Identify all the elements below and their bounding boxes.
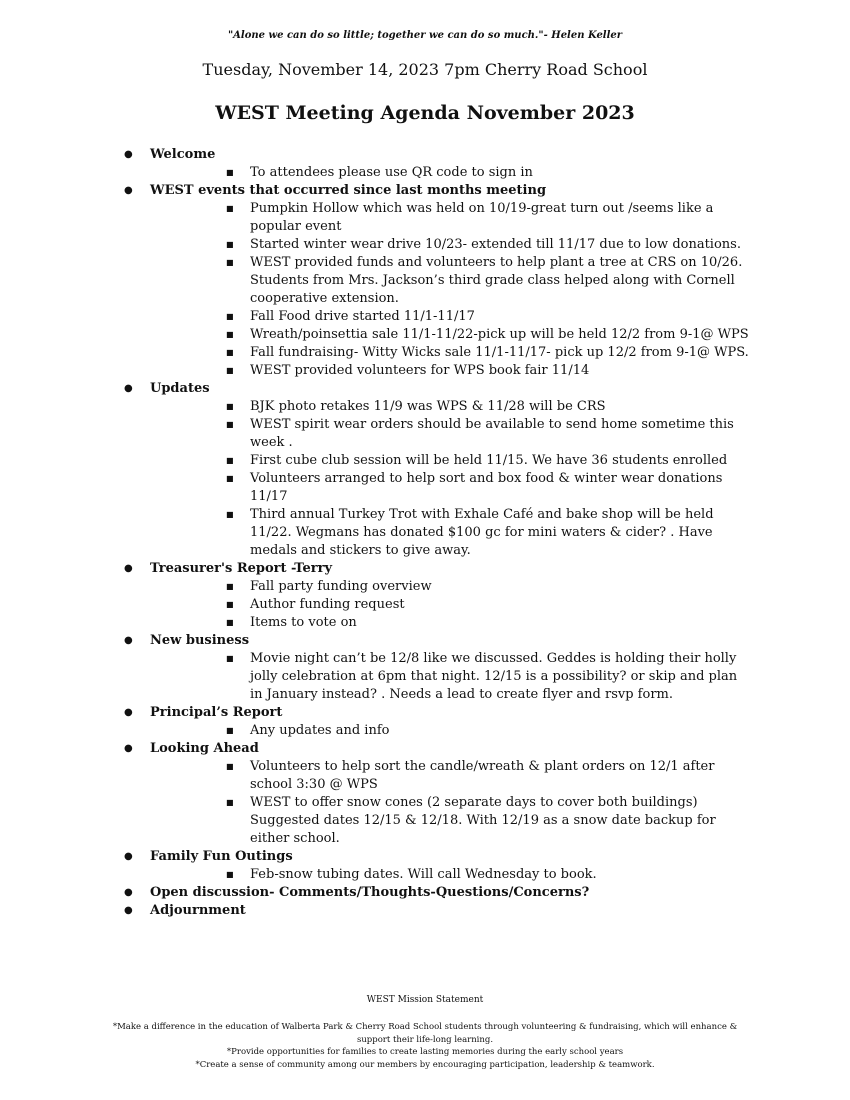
- agenda-section: [0, 704, 850, 740]
- bullet-square-icon: ■: [226, 348, 234, 357]
- list-item-text: Third annual Turkey Trot with Exhale Café and bake shop will be held 11/22. Wegmans has donated $100 gc for mini waters & cider? . Have medals and stickers to give away.: [250, 507, 714, 558]
- section-items: [0, 722, 850, 740]
- agenda-section: [0, 182, 850, 380]
- section-heading: [0, 146, 850, 164]
- bullet-square-icon: ■: [226, 510, 234, 519]
- bullet-dot-icon: ●: [124, 185, 133, 196]
- agenda-section: [0, 740, 850, 848]
- list-item-text: Volunteers to help sort the candle/wreath & plant orders on 12/1 after school 3:30 @ WPS: [250, 759, 715, 792]
- list-item: [0, 308, 750, 326]
- list-item-text: WEST provided funds and volunteers to help plant a tree at CRS on 10/26. Students from Mrs. Jackson’s third grade class helped along with Cornell cooperative extension.: [250, 255, 743, 306]
- section-heading: [0, 848, 850, 866]
- list-item: [0, 344, 750, 362]
- section-heading-text: Welcome: [150, 147, 216, 162]
- header-quote: "Alone we can do so little; together we can do so much."- Helen Keller: [227, 30, 623, 41]
- list-item: [0, 164, 750, 182]
- section-items: [0, 866, 850, 884]
- mission-line: *Create a sense of community among our members by encouraging participation, leadership & teamwork.: [195, 1059, 655, 1070]
- bullet-square-icon: ■: [226, 654, 234, 663]
- bullet-square-icon: ■: [226, 204, 234, 213]
- list-item: [0, 326, 750, 344]
- section-heading-text: Adjournment: [150, 903, 246, 918]
- bullet-square-icon: ■: [226, 366, 234, 375]
- agenda-section: [0, 848, 850, 884]
- list-item-text: Fall Food drive started 11/1-11/17: [250, 309, 475, 324]
- list-item-text: Author funding request: [250, 597, 405, 612]
- bullet-square-icon: ■: [226, 240, 234, 249]
- bullet-square-icon: ■: [226, 600, 234, 609]
- bullet-square-icon: ■: [226, 402, 234, 411]
- bullet-square-icon: ■: [226, 420, 234, 429]
- bullet-square-icon: ■: [226, 870, 234, 879]
- agenda-section: [0, 380, 850, 560]
- section-heading: [0, 560, 850, 578]
- section-heading-text: WEST events that occurred since last months meeting: [150, 183, 547, 198]
- list-item: [0, 794, 750, 848]
- list-item-text: Wreath/poinsettia sale 11/1-11/22-pick up will be held 12/2 from 9-1@ WPS: [250, 327, 749, 342]
- section-heading: [0, 884, 850, 902]
- list-item: [0, 470, 750, 506]
- list-item-text: WEST spirit wear orders should be available to send home sometime this week .: [250, 417, 734, 450]
- bullet-square-icon: ■: [226, 582, 234, 591]
- mission-statement: [100, 1021, 750, 1071]
- section-heading-text: Treasurer's Report -Terry: [150, 561, 332, 576]
- bullet-dot-icon: ●: [124, 707, 133, 718]
- section-heading-text: Open discussion- Comments/Thoughts-Questions/Concerns?: [150, 885, 590, 900]
- list-item: [0, 596, 750, 614]
- list-item: [0, 722, 750, 740]
- section-heading-text: Family Fun Outings: [150, 849, 293, 864]
- mission-line: *Provide opportunities for families to create lasting memories during the early school years: [226, 1047, 624, 1057]
- bullet-dot-icon: ●: [124, 563, 133, 574]
- list-item-text: BJK photo retakes 11/9 was WPS & 11/28 will be CRS: [250, 399, 606, 414]
- list-item: [0, 452, 750, 470]
- list-item: [0, 200, 750, 236]
- bullet-dot-icon: ●: [124, 383, 133, 394]
- mission-line: *Make a difference in the education of Walberta Park & Cherry Road School students through volunteering & fundraising, which will enhance & support their life-long learning.: [112, 1022, 738, 1045]
- list-item: [0, 236, 750, 254]
- section-items: [0, 200, 850, 380]
- bullet-square-icon: ■: [226, 726, 234, 735]
- bullet-dot-icon: ●: [124, 635, 133, 646]
- list-item-text: WEST provided volunteers for WPS book fair 11/14: [250, 363, 590, 378]
- bullet-dot-icon: ●: [124, 905, 133, 916]
- bullet-dot-icon: ●: [124, 149, 133, 160]
- list-item-text: First cube club session will be held 11/15. We have 36 students enrolled: [250, 453, 728, 468]
- list-item-text: Fall party funding overview: [250, 579, 432, 594]
- list-item: [0, 866, 750, 884]
- list-item-text: Fall fundraising- Witty Wicks sale 11/1-11/17- pick up 12/2 from 9-1@ WPS.: [250, 345, 749, 360]
- section-items: [0, 650, 850, 704]
- list-item: [0, 362, 750, 380]
- agenda-section: [0, 902, 850, 920]
- section-heading: [0, 380, 850, 398]
- bullet-square-icon: ■: [226, 312, 234, 321]
- section-heading: [0, 704, 850, 722]
- list-item: [0, 758, 750, 794]
- bullet-square-icon: ■: [226, 456, 234, 465]
- bullet-square-icon: ■: [226, 474, 234, 483]
- list-item-text: Started winter wear drive 10/23- extended till 11/17 due to low donations.: [250, 237, 741, 252]
- bullet-square-icon: ■: [226, 618, 234, 627]
- bullet-square-icon: ■: [226, 330, 234, 339]
- list-item: [0, 578, 750, 596]
- list-item-text: Pumpkin Hollow which was held on 10/19-great turn out /seems like a popular event: [250, 201, 714, 234]
- agenda-section: [0, 632, 850, 704]
- list-item: [0, 416, 750, 452]
- list-item-text: Feb-snow tubing dates. Will call Wednesday to book.: [250, 867, 597, 882]
- page-title: WEST Meeting Agenda November 2023: [215, 102, 635, 124]
- bullet-square-icon: ■: [226, 762, 234, 771]
- list-item-text: Movie night can’t be 12/8 like we discussed. Geddes is holding their holly jolly celebration at 6pm that night. 12/15 is a possibility? or skip and plan in January instead? . Needs a lead to create flyer and rsvp form.: [250, 651, 738, 702]
- bullet-dot-icon: ●: [124, 851, 133, 862]
- section-heading-text: New business: [150, 633, 250, 648]
- list-item: [0, 506, 750, 560]
- section-heading-text: Updates: [150, 381, 210, 396]
- section-items: [0, 164, 850, 182]
- agenda-section: [0, 884, 850, 902]
- list-item-text: Any updates and info: [250, 723, 390, 738]
- list-item: [0, 650, 750, 704]
- section-heading: [0, 182, 850, 200]
- bullet-dot-icon: ●: [124, 743, 133, 754]
- section-heading: [0, 740, 850, 758]
- list-item-text: To attendees please use QR code to sign in: [250, 165, 533, 180]
- list-item: [0, 254, 750, 308]
- section-heading-text: Looking Ahead: [150, 741, 259, 756]
- section-heading-text: Principal’s Report: [150, 705, 283, 720]
- section-items: [0, 758, 850, 848]
- bullet-square-icon: ■: [226, 798, 234, 807]
- bullet-dot-icon: ●: [124, 887, 133, 898]
- list-item: [0, 614, 750, 632]
- list-item-text: Volunteers arranged to help sort and box food & winter wear donations 11/17: [250, 471, 723, 504]
- section-items: [0, 578, 850, 632]
- meeting-dateline: Tuesday, November 14, 2023 7pm Cherry Road School: [202, 60, 648, 79]
- agenda-section: [0, 560, 850, 632]
- bullet-square-icon: ■: [226, 258, 234, 267]
- list-item-text: Items to vote on: [250, 615, 357, 630]
- section-heading: [0, 632, 850, 650]
- section-heading: [0, 902, 850, 920]
- agenda-section: [0, 146, 850, 182]
- list-item-text: WEST to offer snow cones (2 separate days to cover both buildings) Suggested dates 12/15 & 12/18. With 12/19 as a snow date backup for either school.: [250, 795, 716, 846]
- agenda-list: [0, 146, 850, 920]
- mission-title: WEST Mission Statement: [366, 995, 484, 1005]
- list-item: [0, 398, 750, 416]
- bullet-square-icon: ■: [226, 168, 234, 177]
- section-items: [0, 398, 850, 560]
